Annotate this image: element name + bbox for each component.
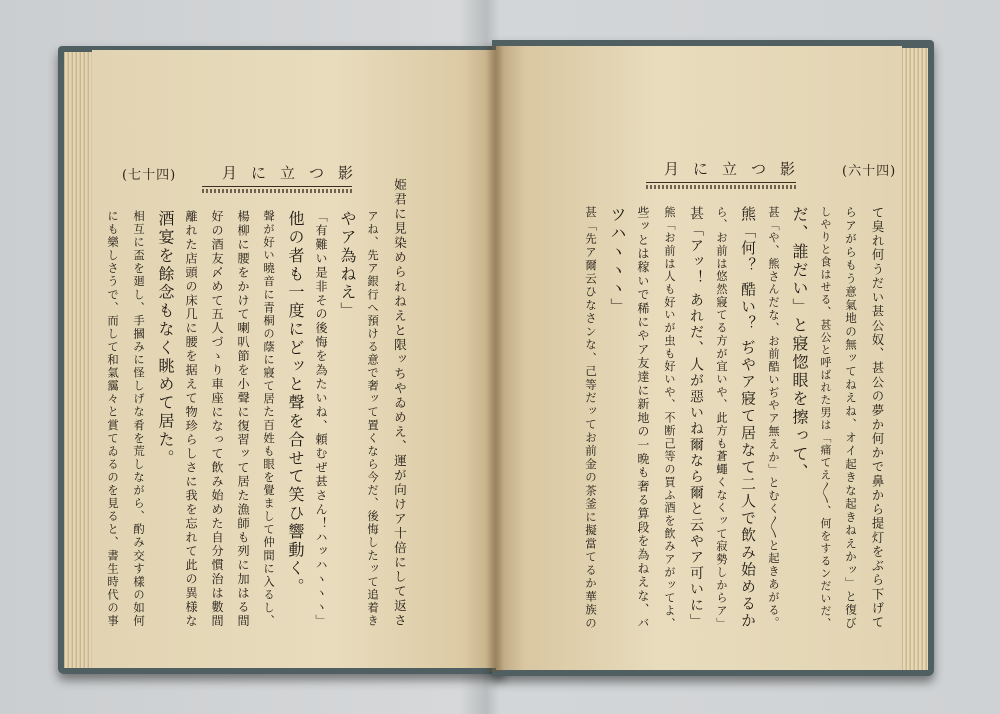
left-page bbox=[92, 50, 496, 668]
left-col-9: 離れた店頭の床几に腰を据えて物珍らしさに我を忘れて此の異様な bbox=[184, 210, 198, 629]
left-col-1: 姫君に見染められねえと限ッちやゐめえ、運が向けア十倍にして返さ bbox=[392, 178, 407, 629]
left-col-6: 聲が好い曉音に青桐の蔭に寢て居た百姓も眼を覺まして仲間に入るし、 bbox=[262, 210, 276, 628]
right-col-7: ら、お前は悠然寢てる方が宜いや、此方も蒼蠅くなくッて寂勢しからア」 bbox=[715, 206, 728, 631]
book-gutter bbox=[486, 46, 504, 672]
left-head-rule-wavy bbox=[202, 189, 352, 193]
right-page bbox=[496, 46, 902, 670]
right-col-4: だ、誰だい」と寢惚眼を擦って、 bbox=[790, 206, 809, 482]
left-col-10: 酒宴を餘念もなく眺めて居た。 bbox=[156, 210, 175, 468]
right-running-head: 月に立つ影 bbox=[664, 160, 810, 178]
right-page-number: (六十四) bbox=[842, 164, 897, 179]
left-head-rule bbox=[202, 186, 352, 187]
right-col-5: 甚「や、熊さんだな、お前酷いぢやア無えか」とむく〳〵と起きあがる。 bbox=[767, 206, 780, 630]
right-head-rule bbox=[646, 182, 796, 183]
left-page-number: (七十四) bbox=[122, 168, 177, 183]
right-col-12: 甚「先ア爾云ひなさンな、己等だッてお前金の茶釜に擬當てるか華族の bbox=[584, 206, 598, 630]
right-col-10: 些ッとは稼いで稀にやア友達に新地の一晩も奢る算段を為ねえな、バ bbox=[636, 206, 650, 631]
right-col-9: 熊「お前は人も好いが虫も好いや、不断己等の買ふ酒を飲みアがッてよ、 bbox=[663, 206, 676, 631]
left-col-5: 他の者も一度にどッと聲を合せて笑ひ響動く。 bbox=[286, 210, 305, 597]
right-col-1: て臭れ何うだい甚公奴、甚公の夢か何かで鼻から提灯をぶら下げて bbox=[870, 206, 884, 630]
left-running-head: 月に立つ影 bbox=[222, 164, 368, 182]
right-col-11: ツハヽヽヽ」 bbox=[608, 206, 627, 317]
right-col-8: 甚「アッ！ あれだ、人が惡いね爾なら爾と云やア可いに」 bbox=[687, 206, 703, 630]
left-col-7: 楊柳に腰をかけて喇叭節を小聲に復習ッて居た漁師も列に加はる間 bbox=[236, 210, 250, 629]
right-col-6: 熊「何？ 酷い？ ぢやア寢て居なて二人で飲み始めるか bbox=[739, 206, 756, 630]
left-col-2: アね、先ア銀行へ預ける意で奢ッて置くなら今だ、後悔したッて追着き bbox=[366, 210, 380, 628]
right-col-3: しやりと食はせる、甚公と呼ばれた男は「痛てえ〳〵、何をするンだいだ、 bbox=[819, 206, 832, 631]
left-col-11: 相互に盃を廻し、手摑みに怪しげな肴を荒しながら、酌み交す樣の如何 bbox=[132, 210, 146, 628]
left-col-4: 「有難い是非その後悔を為たいね、頼むぜ甚さん！ハッハヽヽヽ」 bbox=[314, 210, 328, 629]
right-head-rule-wavy bbox=[646, 185, 796, 189]
left-col-8: 好の酒友〆めて五人づゝり車座になって飲み始めた自分慣治は數間 bbox=[210, 210, 224, 629]
page-edges-right bbox=[898, 48, 928, 670]
right-col-2: らアがらもう意氣地の無ッてねえね、オイ起きな起きねえかッ」と復び bbox=[844, 206, 858, 630]
left-col-12: にも樂しさうで、而して和氣靄々と賞てゐるのを見ると、書生時代の事 bbox=[106, 210, 120, 628]
left-col-3: やア為ねえ」 bbox=[338, 210, 357, 321]
